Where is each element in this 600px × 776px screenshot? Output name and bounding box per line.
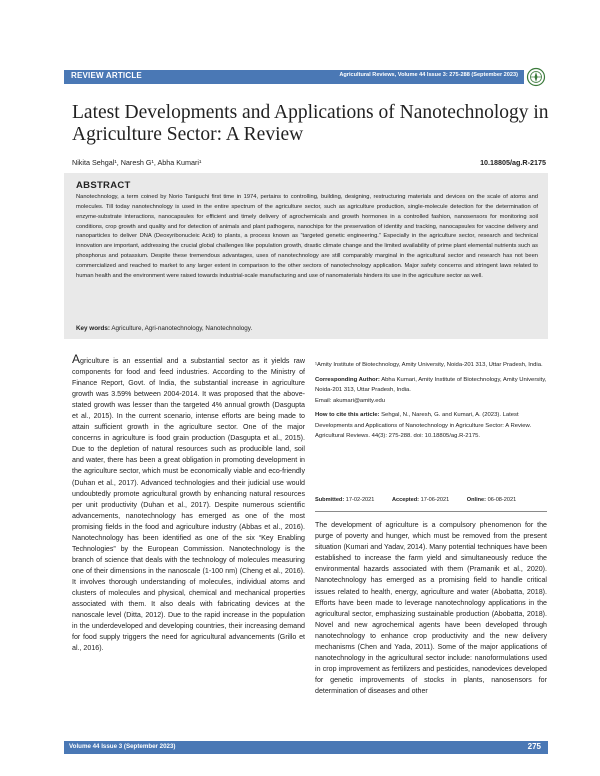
body-left-text: griculture is an essential and a substantial sector as it yields raw components for food and feed industries. According to the Ministry of Finance Report, Govt. of India, the substantial increase in agriculture growth was 3.59% between 2004-2014. It was proposed that the above-stated growth was lesser than the targeted 4% annual growth (Dasgupta et al., 2015). In the current scenario, intense efforts are being made to attain sufficient growth in the agriculture sector. One of the major concerns in agriculture is food grain production (Dasgupta et al., 2015). Due to the depletion of natural resources such as producible land, soil and water, there has been a great obligation in promoting development in the agriculture sector, which must be economically viable and eco-friendly (Duhan et al., 2017). Advanced technologies and their judicial use would undoubtedly promote agricultural growth by enhancing natural resources per unit productivity (Duhan et al., 2017). Despite numerous scientific advancements, nanotechnology has emerged as one of the most promising fields in the food and agriculture industry (Abbas et al., 2016). Nanotechnology has been identified as one of the six “Key Enabling Technologies” by the European Commission. Nanotechnology is the branch of science that deals with the technology of molecules measuring one of their dimensions in the nanoscale (1-100 nm) (Cheng et al., 2016). It involves thorough understanding of molecules, individual atoms and clusters of molecules and physical, chemical and mechanical properties associated with them. It also deals with fabricating devices at the nanoscale level (Ditta, 2012). Due to the rapid increase in the population in the underdeveloped and developing countries, their increasing demand for food supply triggers the need for agricultural advancements (Grillo et al., 2016). [72, 357, 305, 653]
author-list: Nikita Sehgal¹, Naresh G¹, Abha Kumari¹ [72, 158, 202, 167]
corresponding-text: Abha Kumari, Amity Institute of Biotechnology, Amity University, Noida-201 313, Uttar Pradesh, India. [315, 376, 547, 393]
abstract-heading: ABSTRACT [76, 180, 131, 191]
page-number: 275 [527, 742, 541, 751]
corresponding-label: Corresponding Author: [315, 376, 380, 383]
body-left-column [72, 354, 305, 654]
footer-volume: Volume 44 Issue 3 (September 2023) [69, 743, 176, 750]
affiliation-block [315, 360, 547, 442]
drop-cap: A [72, 352, 81, 366]
article-title: Latest Developments and Applications of Nanotechnology in Agriculture Sector: A Review [72, 102, 549, 145]
article-type-label: REVIEW ARTICLE [71, 71, 142, 80]
author-email[interactable]: Email: akumari@amity.edu [315, 397, 386, 404]
keywords [76, 325, 252, 332]
online-date [467, 497, 516, 503]
keywords-list: Agriculture, Agri-nanotechnology, Nanotechnology. [111, 325, 253, 332]
citation [315, 410, 547, 442]
abstract-box [64, 173, 548, 339]
online-label: Online: [466, 497, 487, 503]
submitted-date [315, 497, 374, 503]
accepted-date [392, 497, 449, 503]
footer-bar [64, 741, 548, 754]
citation-label: How to cite this article: [315, 412, 380, 418]
journal-seal-icon [526, 66, 546, 88]
abstract-text: Nanotechnology, a term coined by Norio Taniguchi first time in 1974, pertains to controlling, building, designing, restructuring materials and devices on the scale of atoms and molecules. Till today nanotechnology is used in the entire spectrum of the agriculture sector, such as agriculture production, single-molecule detection for the determination of enzyme-substrate interactions, nanocapsules for efficient and timely delivery of agrochemicals and growth hormones in a controlled fashion, nanosensors for monitoring soil conditions, crop growth and quality and for detection of animals and plant pathogens, nanochips for the preservation of identity and tracking, nanocapsules for vaccine delivery and nanoparticles to deliver DNA (Deoxyribonucleic Acid) to plants, a process known as “targeted genetic engineering.” Especially in the agriculture sector, research and technical innovation are important, addressing the crucial global challenges like population growth, drastic climate change and the limited availability of prime plant elemental nutrients such as phosphorus and potassium. Despite these tremendous advantages, uses of nanotechnology are still comparably marginal in the agricultural sector and research has not been commercialized and reached to market to any larger extent in comparison to the other sectors of nanotechnology application. Major safety concerns and stringent laws related to human health and the environment were raised towards industrial-scale manufacturing and use of nanomaterials hinders its use in the agriculture sector as well. [76, 194, 538, 279]
accepted-label: Accepted: [391, 497, 420, 503]
affiliation-institute: ¹Amity Institute of Biotechnology, Amity University, Noida-201 313, Uttar Pradesh, India. [315, 362, 543, 368]
journal-info: Agricultural Reviews, Volume 44 Issue 3: 275-288 (September 2023) [339, 72, 518, 78]
divider [315, 511, 547, 512]
submitted-label: Submitted: [315, 497, 345, 503]
online-value: 06-08-2021 [487, 497, 517, 503]
body-right-column: The development of agriculture is a compulsory phenomenon for the purge of poverty and hunger, which must be removed from the present situation (Kumari and Yadav, 2014). Many potential techniques have been established to increase the farm yield and simultaneously reduce the environmental hazards associated with them (Pramanik et al., 2020). Nanotechnology has emerged as a promising field to handle critical issues related to health, energy, agriculture and water (Abobatta, 2018). Efforts have been made to leverage nanotechnology applications in the agricultural sector, emphasizing sustainable production (Abobatta, 2018). Novel and new agrochemical agents have been developed through nanotechnology to enhance crop productivity and the new delivery mechanisms (Chen and Yada, 2011). Some of the major applications of nanotechnology in the agricultural sector include: nanoformulations used in crop improvement as fertilizers and pesticides, nanodevices developed for genetic improvements of stocks in plants, nanosensors for determination of diseases and other [315, 521, 547, 696]
article-dates [315, 497, 547, 503]
keywords-label: Key words: [76, 325, 110, 332]
article-doi[interactable]: 10.18805/ag.R-2175 [480, 158, 546, 167]
accepted-value: 17-06-2021 [420, 497, 450, 503]
submitted-value: 17-02-2021 [345, 497, 375, 503]
header-bar [64, 70, 524, 84]
corresponding-author [315, 375, 547, 396]
citation-text: Sehgal, N., Naresh, G. and Kumari, A. (2023). Latest Developments and Applications of Nanotechnology in Agriculture Sector: A Review. Agricultural Reviews. 44(3): 275-288. doi: 10.18805/ag.R-2175. [315, 412, 532, 439]
